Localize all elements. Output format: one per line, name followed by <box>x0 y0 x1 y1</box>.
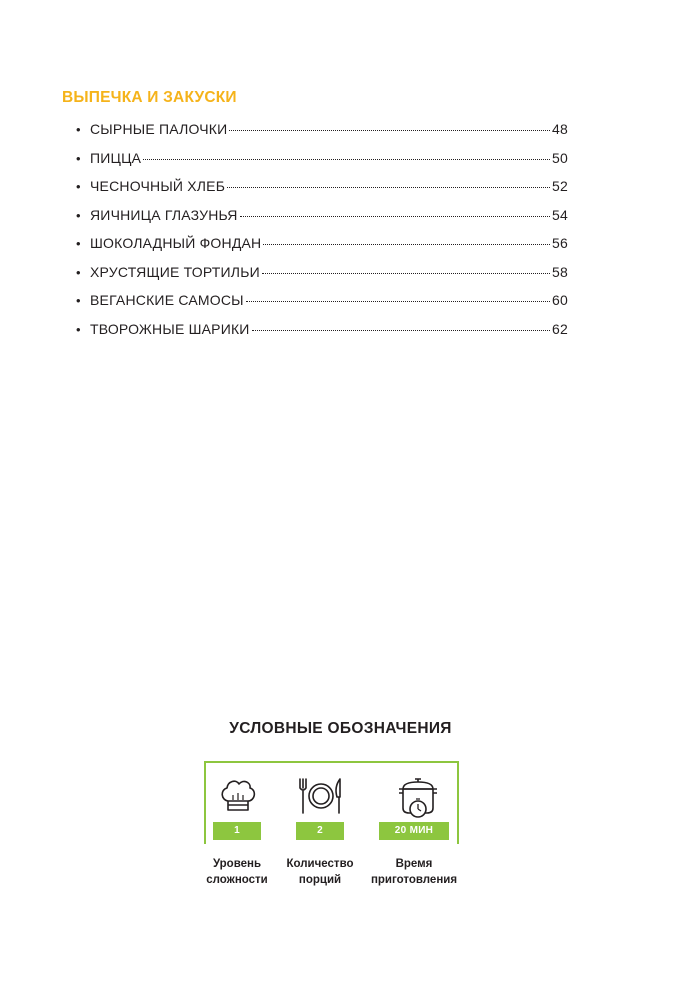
bullet: • <box>76 264 81 280</box>
toc-entry-title: ТВОРОЖНЫЕ ШАРИКИ <box>90 320 250 337</box>
section-title: ВЫПЕЧКА И ЗАКУСКИ <box>62 89 237 106</box>
time-badge: 20 МИН <box>379 822 449 840</box>
toc-page-number: 52 <box>552 178 568 194</box>
dot-leader <box>262 271 550 274</box>
dot-leader <box>263 242 550 245</box>
toc-page-number: 54 <box>552 206 568 223</box>
time-caption: Время приготовления <box>370 858 458 886</box>
bullet: • <box>76 293 81 308</box>
toc-entry-title: ЯИЧНИЦА ГЛАЗУНЬЯ <box>90 206 238 223</box>
bullet: • <box>76 150 81 166</box>
toc-item[interactable] <box>76 315 568 344</box>
toc-entry-title: ПИЦЦА <box>90 149 142 166</box>
servings-caption: Количество порций <box>286 858 354 886</box>
dot-leader <box>229 128 550 131</box>
dot-leader <box>227 185 550 188</box>
servings-badge: 2 <box>296 822 344 840</box>
dot-leader <box>143 157 550 160</box>
toc-item[interactable] <box>76 229 568 258</box>
bullet: • <box>76 207 81 223</box>
toc-item[interactable] <box>76 258 568 287</box>
difficulty-caption: Уровень сложности <box>206 858 268 886</box>
pot-timer-icon <box>395 775 441 821</box>
table-of-contents <box>76 115 568 343</box>
toc-page-number: 62 <box>552 320 568 337</box>
toc-entry-title: СЫРНЫЕ ПАЛОЧКИ <box>90 121 228 137</box>
toc-page-number: 56 <box>552 235 568 251</box>
toc-page-number: 58 <box>552 263 568 280</box>
toc-page-number: 48 <box>552 121 568 137</box>
legend-title: УСЛОВНЫЕ ОБОЗНАЧЕНИЯ <box>229 720 452 737</box>
toc-item[interactable] <box>76 172 568 201</box>
toc-item[interactable] <box>76 201 568 230</box>
toc-entry-title: ШОКОЛАДНЫЙ ФОНДАН <box>90 235 262 251</box>
toc-page-number: 50 <box>552 149 568 166</box>
chef-hat-icon <box>217 775 259 817</box>
toc-item[interactable] <box>76 115 568 144</box>
difficulty-badge: 1 <box>213 822 261 840</box>
dot-leader <box>246 299 550 302</box>
toc-entry-title: ЧЕСНОЧНЫЙ ХЛЕБ <box>90 178 226 194</box>
toc-item[interactable] <box>76 144 568 173</box>
plate-cutlery-icon <box>296 775 346 817</box>
bullet: • <box>76 179 81 194</box>
toc-item[interactable] <box>76 286 568 315</box>
dot-leader <box>252 328 550 331</box>
bullet: • <box>76 122 81 137</box>
toc-page-number: 60 <box>552 292 568 308</box>
toc-entry-title: ХРУСТЯЩИЕ ТОРТИЛЬИ <box>90 263 260 280</box>
toc-entry-title: ВЕГАНСКИЕ САМОСЫ <box>90 292 244 308</box>
bullet: • <box>76 236 81 251</box>
bullet: • <box>76 321 81 337</box>
dot-leader <box>240 214 550 217</box>
